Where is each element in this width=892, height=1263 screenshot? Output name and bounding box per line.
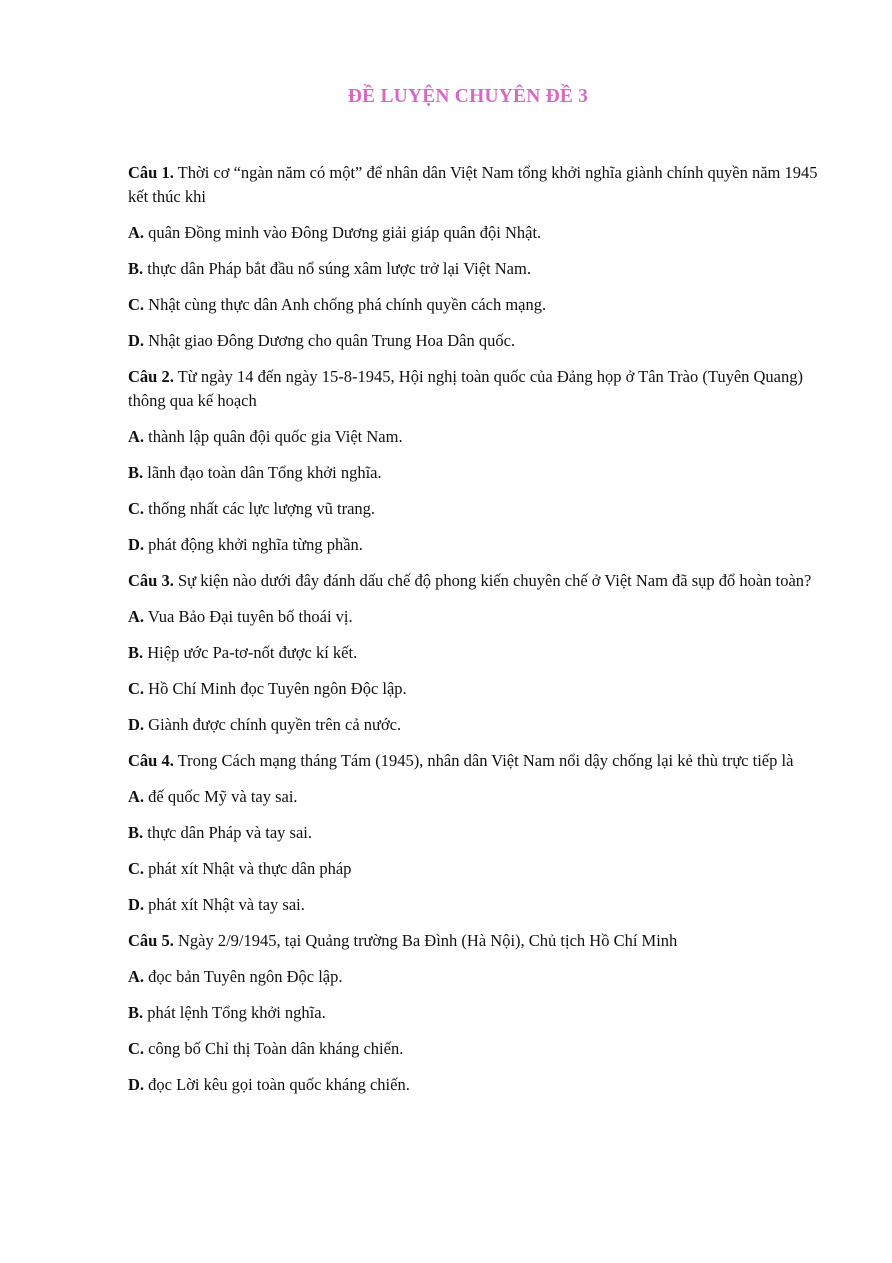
question-4 bbox=[128, 749, 818, 917]
answer-option-b bbox=[128, 461, 818, 485]
option-label: A. bbox=[128, 787, 145, 806]
option-text: Hiệp ước Pa-tơ-nốt được kí kết. bbox=[147, 643, 358, 662]
option-text: Nhật giao Đông Dương cho quân Trung Hoa Dân quốc. bbox=[148, 331, 516, 350]
answer-option-c bbox=[128, 497, 818, 521]
option-label: B. bbox=[128, 463, 144, 482]
option-text: đọc bản Tuyên ngôn Độc lập. bbox=[148, 967, 343, 986]
question-2 bbox=[128, 365, 818, 557]
answer-option-d bbox=[128, 533, 818, 557]
answer-option-b bbox=[128, 821, 818, 845]
question-text: Thời cơ “ngàn năm có một” để nhân dân Việt Nam tổng khởi nghĩa giành chính quyền năm 1945 kết thúc khi bbox=[128, 163, 818, 206]
option-text: Giành được chính quyền trên cả nước. bbox=[148, 715, 402, 734]
option-label: B. bbox=[128, 823, 144, 842]
answer-option-a bbox=[128, 425, 818, 449]
option-text: công bố Chỉ thị Toàn dân kháng chiến. bbox=[148, 1039, 404, 1058]
question-text: Từ ngày 14 đến ngày 15-8-1945, Hội nghị toàn quốc của Đảng họp ở Tân Trào (Tuyên Quang) thông qua kế hoạch bbox=[128, 367, 804, 410]
option-label: B. bbox=[128, 259, 144, 278]
question-3 bbox=[128, 569, 818, 737]
option-label: C. bbox=[128, 1039, 145, 1058]
answer-option-c bbox=[128, 1037, 818, 1061]
question-5 bbox=[128, 929, 818, 1097]
answer-option-c bbox=[128, 677, 818, 701]
option-label: D. bbox=[128, 331, 145, 350]
question-label: Câu 1. bbox=[128, 163, 174, 182]
option-text: Hồ Chí Minh đọc Tuyên ngôn Độc lập. bbox=[148, 679, 407, 698]
answer-option-d bbox=[128, 329, 818, 353]
answer-option-a bbox=[128, 785, 818, 809]
option-label: A. bbox=[128, 607, 145, 626]
question-label: Câu 4. bbox=[128, 751, 174, 770]
option-label: C. bbox=[128, 499, 145, 518]
option-label: B. bbox=[128, 1003, 144, 1022]
answer-option-d bbox=[128, 893, 818, 917]
option-text: Nhật cùng thực dân Anh chống phá chính quyền cách mạng. bbox=[148, 295, 547, 314]
question-text: Sự kiện nào dưới đây đánh dấu chế độ phong kiến chuyên chế ở Việt Nam đã sụp đổ hoàn toàn? bbox=[177, 571, 812, 590]
answer-option-b bbox=[128, 1001, 818, 1025]
answer-option-a bbox=[128, 605, 818, 629]
question-stem bbox=[128, 929, 818, 953]
option-text: thống nhất các lực lượng vũ trang. bbox=[148, 499, 376, 518]
option-text: đọc Lời kêu gọi toàn quốc kháng chiến. bbox=[148, 1075, 410, 1094]
question-stem bbox=[128, 749, 818, 773]
option-text: thành lập quân đội quốc gia Việt Nam. bbox=[148, 427, 403, 446]
answer-option-d bbox=[128, 1073, 818, 1097]
answer-option-c bbox=[128, 857, 818, 881]
question-stem bbox=[128, 161, 818, 209]
option-label: C. bbox=[128, 295, 145, 314]
option-text: lãnh đạo toàn dân Tổng khởi nghĩa. bbox=[147, 463, 382, 482]
option-label: C. bbox=[128, 859, 145, 878]
option-text: phát xít Nhật và thực dân pháp bbox=[148, 859, 352, 878]
page-title: ĐỀ LUYỆN CHUYÊN ĐỀ 3 bbox=[347, 86, 589, 107]
option-label: A. bbox=[128, 427, 145, 446]
option-text: thực dân Pháp bắt đầu nổ súng xâm lược trở lại Việt Nam. bbox=[147, 259, 531, 278]
answer-option-b bbox=[128, 257, 818, 281]
answer-option-b bbox=[128, 641, 818, 665]
option-text: đế quốc Mỹ và tay sai. bbox=[148, 787, 298, 806]
question-list bbox=[128, 161, 818, 1109]
option-label: A. bbox=[128, 967, 145, 986]
option-text: quân Đồng minh vào Đông Dương giải giáp quân đội Nhật. bbox=[148, 223, 542, 242]
option-text: phát xít Nhật và tay sai. bbox=[148, 895, 305, 914]
question-text: Ngày 2/9/1945, tại Quảng trường Ba Đình (Hà Nội), Chủ tịch Hồ Chí Minh bbox=[177, 931, 678, 950]
question-stem bbox=[128, 569, 818, 593]
option-label: D. bbox=[128, 895, 145, 914]
question-label: Câu 3. bbox=[128, 571, 174, 590]
option-label: D. bbox=[128, 715, 145, 734]
option-text: thực dân Pháp và tay sai. bbox=[147, 823, 312, 842]
question-text: Trong Cách mạng tháng Tám (1945), nhân dân Việt Nam nổi dậy chống lại kẻ thù trực tiếp là bbox=[177, 751, 794, 770]
answer-option-a bbox=[128, 965, 818, 989]
option-label: A. bbox=[128, 223, 145, 242]
question-1 bbox=[128, 161, 818, 353]
option-text: phát động khởi nghĩa từng phần. bbox=[148, 535, 363, 554]
option-label: C. bbox=[128, 679, 145, 698]
option-text: Vua Bảo Đại tuyên bố thoái vị. bbox=[147, 607, 353, 626]
option-label: D. bbox=[128, 535, 145, 554]
option-label: B. bbox=[128, 643, 144, 662]
question-label: Câu 5. bbox=[128, 931, 174, 950]
option-text: phát lệnh Tổng khởi nghĩa. bbox=[147, 1003, 326, 1022]
question-label: Câu 2. bbox=[128, 367, 174, 386]
answer-option-a bbox=[128, 221, 818, 245]
question-stem bbox=[128, 365, 818, 413]
answer-option-d bbox=[128, 713, 818, 737]
answer-option-c bbox=[128, 293, 818, 317]
option-label: D. bbox=[128, 1075, 145, 1094]
